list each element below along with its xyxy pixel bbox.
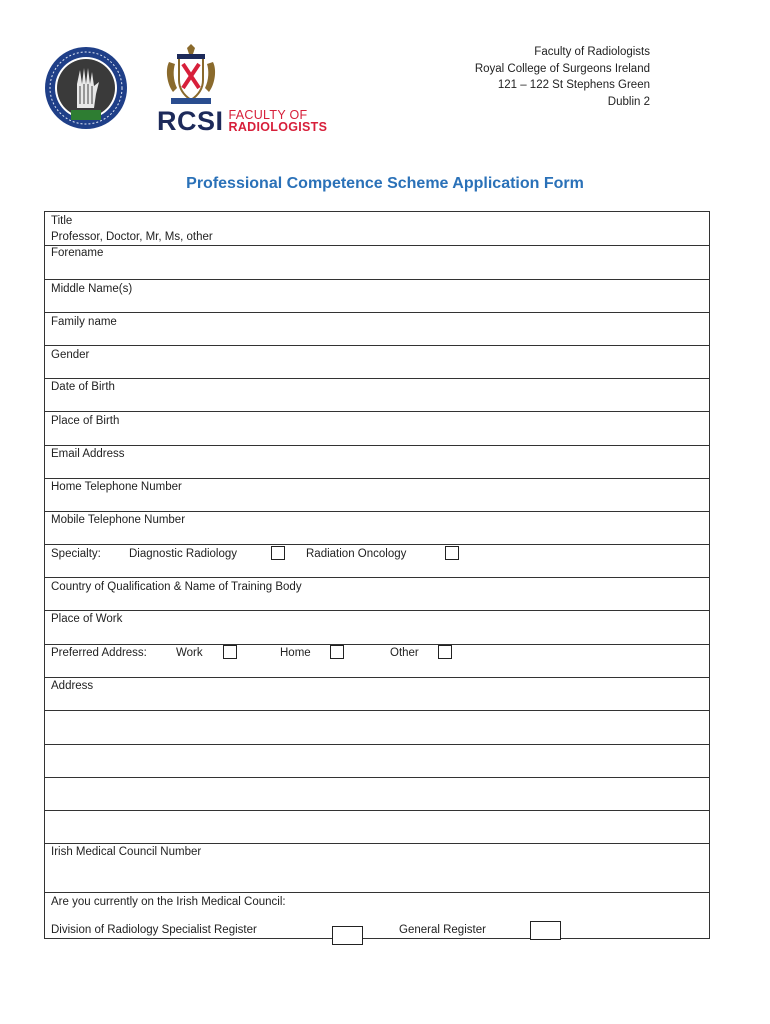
- register-row: [45, 893, 709, 938]
- middle-names-label: Middle Name(s): [51, 283, 133, 295]
- home-option-label: Home: [280, 647, 311, 659]
- home-checkbox[interactable]: [330, 645, 344, 659]
- rcsi-logo: [157, 106, 327, 136]
- radiation-oncology-label: Radiation Oncology: [306, 548, 407, 560]
- general-register-label: General Register: [399, 924, 486, 936]
- address-label: Address: [51, 680, 94, 692]
- address-line-2-field[interactable]: [45, 711, 709, 745]
- address-field[interactable]: [45, 678, 709, 711]
- work-option-label: Work: [176, 647, 203, 659]
- faculty-line-2: RADIOLOGISTS: [228, 120, 328, 134]
- faculty-line-1: FACULTY OF: [228, 107, 308, 122]
- place-of-work-label: Place of Work: [51, 613, 123, 625]
- register-question: Are you currently on the Irish Medical Council:: [51, 896, 286, 908]
- place-of-work-field[interactable]: [45, 611, 709, 645]
- application-form: [44, 211, 710, 939]
- family-name-label: Family name: [51, 316, 117, 328]
- date-of-birth-field[interactable]: [45, 379, 709, 412]
- work-checkbox[interactable]: [223, 645, 237, 659]
- address-line-5-field[interactable]: [45, 811, 709, 844]
- imc-number-label: Irish Medical Council Number: [51, 846, 202, 858]
- middle-names-field[interactable]: [45, 280, 709, 313]
- mobile-phone-field[interactable]: [45, 512, 709, 545]
- other-option-label: Other: [390, 647, 419, 659]
- imc-number-field[interactable]: [45, 844, 709, 893]
- address-line: 121 – 122 St Stephens Green: [497, 79, 650, 92]
- faculty-seal-icon: [44, 46, 128, 130]
- specialist-register-label: Division of Radiology Specialist Register: [51, 924, 257, 936]
- address-line-4-field[interactable]: [45, 778, 709, 811]
- faculty-address: [475, 44, 650, 110]
- diagnostic-radiology-checkbox[interactable]: [271, 546, 285, 560]
- country-qualification-field[interactable]: [45, 578, 709, 611]
- home-phone-label: Home Telephone Number: [51, 481, 182, 493]
- form-title: Professional Competence Scheme Application Form: [186, 175, 584, 192]
- preferred-address-label: Preferred Address:: [51, 647, 147, 659]
- address-line-3-field[interactable]: [45, 745, 709, 778]
- gender-label: Gender: [51, 349, 90, 361]
- email-label: Email Address: [51, 448, 125, 460]
- mobile-phone-label: Mobile Telephone Number: [51, 514, 186, 526]
- other-checkbox[interactable]: [438, 645, 452, 659]
- family-name-field[interactable]: [45, 313, 709, 346]
- general-register-checkbox[interactable]: [530, 921, 561, 940]
- address-line: Dublin 2: [607, 95, 650, 108]
- date-of-birth-label: Date of Birth: [51, 381, 115, 393]
- title-hint: Professor, Doctor, Mr, Ms, other: [51, 231, 213, 243]
- address-line: Faculty of Radiologists: [534, 46, 650, 58]
- title-label: Title: [51, 215, 73, 227]
- forename-field[interactable]: [45, 246, 709, 280]
- preferred-address-row: [45, 645, 709, 678]
- specialty-label: Specialty:: [51, 548, 101, 560]
- place-of-birth-field[interactable]: [45, 412, 709, 446]
- home-phone-field[interactable]: [45, 479, 709, 512]
- place-of-birth-label: Place of Birth: [51, 415, 120, 427]
- rcsi-crest-icon: [163, 44, 219, 106]
- country-qualification-label: Country of Qualification & Name of Training Body: [51, 581, 302, 593]
- email-field[interactable]: [45, 446, 709, 479]
- address-line: Royal College of Surgeons Ireland: [474, 62, 650, 75]
- specialist-register-checkbox[interactable]: [332, 926, 363, 945]
- specialty-row: [45, 545, 709, 578]
- faculty-logo-text: [229, 109, 328, 134]
- radiation-oncology-checkbox[interactable]: [445, 546, 459, 560]
- title-row[interactable]: [45, 212, 709, 246]
- rcsi-brand-text: RCSI: [157, 105, 224, 136]
- forename-label: Forename: [51, 247, 104, 259]
- diagnostic-radiology-label: Diagnostic Radiology: [129, 548, 238, 560]
- gender-field[interactable]: [45, 346, 709, 379]
